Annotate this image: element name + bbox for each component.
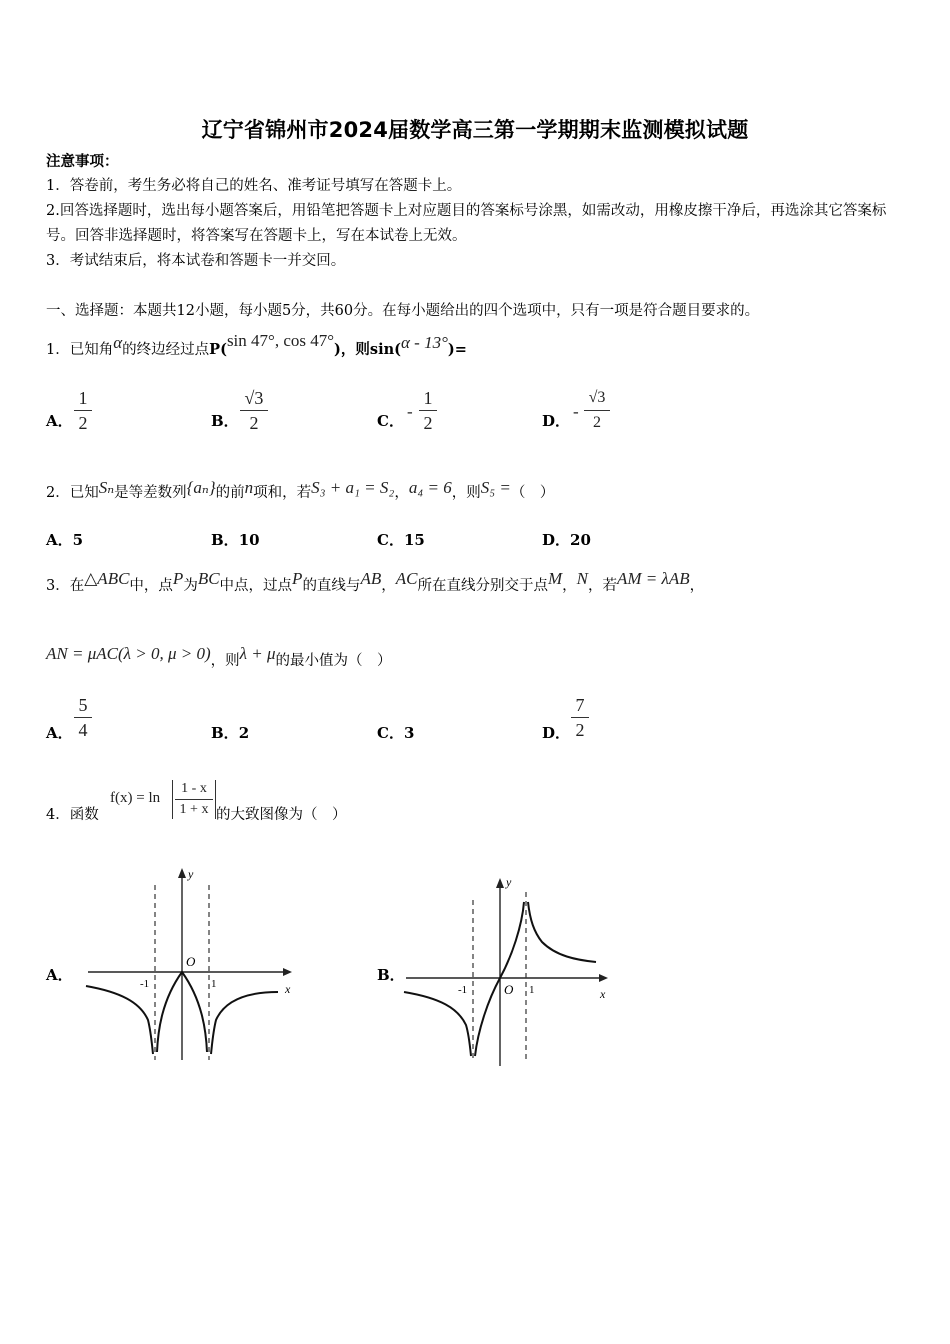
q3-option-a-label: A． <box>46 724 73 742</box>
q2-t1: 是等差数列 <box>114 485 187 501</box>
q1-option-c-sign: - <box>407 402 413 421</box>
notice-heading: 注意事项： <box>46 153 119 170</box>
q2-an: {aₙ} <box>186 478 216 497</box>
q1-option-b-num: √3 <box>244 388 264 408</box>
q4-stem-tail: 的大致图像为（ ） <box>216 807 347 823</box>
q4-graph-b <box>400 870 615 1070</box>
tick-neg1: -1 <box>140 978 150 990</box>
q2-t4: ，则 <box>451 485 481 501</box>
q3-option-d-label: D． <box>542 724 571 742</box>
q4-stem: 4．函数 <box>46 807 99 823</box>
q1-option-c-label: C． <box>377 412 404 430</box>
q2-option-b: B．10 <box>211 531 260 549</box>
x-axis-arrow-icon <box>283 968 292 976</box>
q2-comma: ， <box>394 485 409 501</box>
q1-coords: sin 47°, cos 47° <box>226 331 335 350</box>
q3-AN-equation: AN = μAC(λ > 0, μ > 0) <box>46 644 211 663</box>
curve-left-branch <box>404 992 471 1056</box>
q1-P: P( <box>209 341 227 358</box>
q2-option-d: D．20 <box>542 531 591 549</box>
notice-item-3: 3．考试结束后，将本试卷和答题卡一并交回。 <box>46 253 346 269</box>
q3-option-d-fraction: 7 2 <box>571 695 589 740</box>
q2-option-c: C．15 <box>377 531 425 549</box>
q2-t2: 的前 <box>215 485 245 501</box>
q2-t3: 项和，若 <box>253 485 312 501</box>
q2-S5: S₅ = <box>480 478 511 497</box>
q3-option-b: B．2 <box>211 724 250 742</box>
section-heading: 一、选择题：本题共12小题，每小题5分，共60分。在每小题给出的四个选项中，只有一项是符合题目要求的。 <box>46 303 760 319</box>
x-label: x <box>600 987 606 1001</box>
q1-option-d-sign: - <box>573 402 579 421</box>
origin-label: O <box>186 954 196 969</box>
q1-option-a-num: 1 <box>78 388 88 408</box>
q1-option-c-fraction <box>419 388 437 433</box>
q3-option-a-fraction: 5 4 <box>74 695 92 740</box>
curve-right-branch <box>211 992 278 1054</box>
q1-option-b-fraction <box>240 388 268 433</box>
q1-alpha: α <box>113 333 123 352</box>
q1-option-b-label: B． <box>211 412 239 430</box>
q1-option-d-label: D． <box>542 412 571 430</box>
q3-triangle: △ABC <box>84 569 130 588</box>
tick-1: 1 <box>211 978 217 990</box>
y-label: y <box>188 867 194 881</box>
tick-neg1: -1 <box>458 984 468 996</box>
q2-paren: （ ） <box>510 485 555 501</box>
q1-option-c-den: 2 <box>423 413 433 433</box>
q2-cond1: S₃ + a₁ = S₂ <box>311 478 395 497</box>
q1-option-d-den: 2 <box>593 414 601 431</box>
y-axis-arrow-icon <box>496 878 504 888</box>
notice-item-2: 2.回答选择题时，选出每小题答案后，用铅笔把答题卡上对应题目的答案标号涂黑，如需改动，用橡皮擦干净后，再选涂其它答案标号。回答非选择题时，将答案写在答题卡上，写在本试卷上无效。 <box>46 203 887 244</box>
q1-expr: α - 13° <box>401 333 448 352</box>
q1-mid: 的终边经过点 <box>122 342 210 358</box>
q2-option-a: A．5 <box>46 531 84 549</box>
q3-AM-equation: AM = λAB <box>616 569 690 588</box>
q1-option-d-fraction <box>584 388 610 433</box>
q1-end: )= <box>447 341 467 358</box>
notice-item-1: 1．答卷前，考生务必将自己的姓名、准考证号填写在答题卡上。 <box>46 178 462 194</box>
q4-abs-fraction: 1 - x 1 + x <box>172 780 216 819</box>
q1-option-a-den: 2 <box>78 413 88 433</box>
q2-prefix: 2．已知 <box>46 485 99 501</box>
y-label: y <box>506 875 512 889</box>
q4-graph-a <box>80 860 295 1065</box>
q1-sin: sin( <box>369 341 401 358</box>
q3-option-c: C．3 <box>377 724 415 742</box>
q2-n: n <box>244 478 254 497</box>
q3-stem-line2: AN = μAC(λ > 0, μ > 0)，则λ + μ的最小值为（ ） <box>46 644 392 669</box>
q1-after: )，则 <box>334 341 370 358</box>
x-label: x <box>285 982 291 996</box>
origin-label: O <box>504 982 514 997</box>
q1-option-c-num: 1 <box>423 388 433 408</box>
q1-option-d-num: √3 <box>588 389 606 406</box>
q1-option-a-label: A． <box>46 412 73 430</box>
curve-right-branch <box>528 902 596 962</box>
q1-stem <box>46 331 467 363</box>
q4-function: f(x) = ln <box>110 790 161 806</box>
q1-option-a-fraction <box>74 388 92 433</box>
page-title: 辽宁省锦州市2024届数学高三第一学期期末监测模拟试题 <box>201 118 749 142</box>
q4-graph-a-label: A． <box>46 966 73 984</box>
tick-1: 1 <box>529 984 535 996</box>
q3-stem-line1: 3．在△ABC中，点P为BC中点，过点P的直线与AB，AC所在直线分别交于点M，N，若AM = λAB， <box>46 569 705 594</box>
q1-option-b-den: 2 <box>249 413 259 433</box>
q2-Sn: Sₙ <box>98 478 115 497</box>
curve-left-branch <box>86 986 153 1054</box>
q2-stem <box>46 479 554 506</box>
q2-cond2: a₄ = 6 <box>408 478 452 497</box>
q4-graph-b-label: B． <box>377 966 405 984</box>
y-axis-arrow-icon <box>178 868 186 878</box>
x-axis-arrow-icon <box>599 974 608 982</box>
q1-prefix: 1．已知角 <box>46 342 114 358</box>
